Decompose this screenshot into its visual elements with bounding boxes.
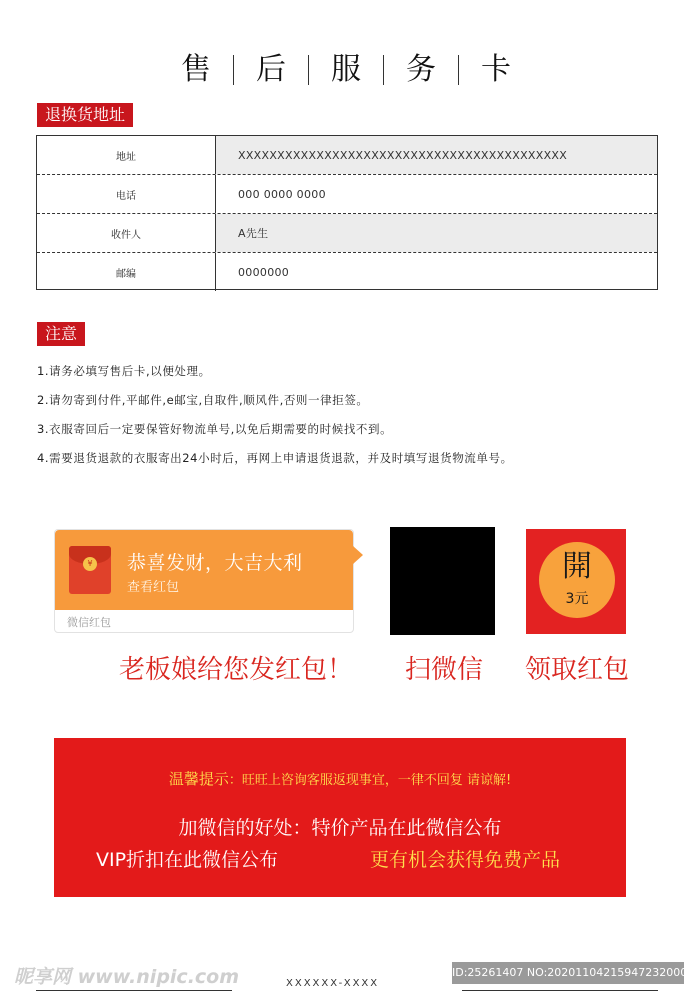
wechat-qr-code: [390, 527, 495, 635]
banner-line-2-right: 更有机会获得免费产品: [370, 849, 561, 871]
caption-scan-wechat: 扫微信: [405, 655, 484, 685]
note-item: 1.请务必填写售后卡,以便处理。: [37, 364, 211, 378]
title-char: 后: [256, 52, 286, 87]
row-label: 收件人: [37, 214, 216, 252]
red-packet-subtitle: 查看红包: [127, 580, 180, 595]
red-packet-title: 恭喜发财，大吉大利: [127, 552, 303, 574]
address-field[interactable]: XXXXXXXXXXXXXXXXXXXXXXXXXXXXXXXXXXXXXXXXXX: [216, 136, 657, 174]
table-row-address: [37, 136, 657, 174]
recipient-field[interactable]: A先生: [216, 214, 657, 252]
open-amount: 3元: [565, 591, 589, 607]
note-item: 2.请勿寄到付件,平邮件,e邮宝,自取件,顺风件,否则一律拒签。: [37, 393, 369, 407]
return-address-table: [36, 135, 658, 290]
open-circle: [539, 542, 615, 618]
page-title: [0, 50, 692, 90]
table-row-postcode: [37, 252, 657, 291]
caption-boss-red-packet: 老板娘给您发红包！: [119, 655, 354, 685]
red-packet-header: [55, 530, 353, 610]
tip-heading: 温馨提示: [168, 770, 229, 788]
tip-body: ：旺旺上咨询客服返现事宜，一律不回复 请谅解!: [228, 773, 512, 788]
phone-field[interactable]: 000 0000 0000: [238, 187, 326, 201]
open-char: 開: [562, 549, 592, 584]
footer-line-right: [462, 990, 658, 991]
red-packet-card[interactable]: [54, 529, 354, 633]
caption-claim-red-packet: 领取红包: [525, 655, 630, 685]
table-row-phone: [37, 174, 657, 213]
title-char: 务: [406, 52, 436, 87]
promo-banner: [54, 738, 626, 897]
bubble-tail: [353, 546, 363, 564]
watermark-logo: 昵享网 www.nipic.com: [14, 966, 240, 988]
table-row-recipient: [37, 213, 657, 252]
banner-tip: [54, 768, 626, 789]
title-char: 售: [181, 52, 211, 87]
title-char: 卡: [481, 52, 511, 87]
red-packet-footer: 微信红包: [67, 616, 111, 629]
notes-list: [37, 357, 657, 473]
return-address-tag: 退换货地址: [37, 103, 133, 127]
title-char: 服: [331, 52, 361, 87]
footer-line-left: [36, 990, 232, 991]
row-label: 邮编: [37, 253, 216, 291]
banner-line-1: 加微信的好处：特价产品在此微信公布: [178, 817, 502, 839]
row-label: 地址: [37, 136, 216, 174]
row-label: 电话: [37, 175, 216, 213]
note-item: 3.衣服寄回后一定要保管好物流单号,以免后期需要的时候找不到。: [37, 422, 393, 436]
red-envelope-icon: [69, 546, 111, 594]
open-red-packet-icon[interactable]: [526, 529, 626, 634]
watermark-id: ID:25261407 NO:20201104215947232000: [452, 962, 684, 984]
postcode-field[interactable]: 0000000: [238, 265, 290, 279]
notes-tag: 注意: [37, 322, 85, 346]
note-item: 4.需要退货退款的衣服寄出24小时后，再网上申请退货退款，并及时填写退货物流单号。: [37, 451, 513, 465]
footer-code: XXXXXX-XXXX: [286, 978, 380, 989]
banner-line-2-left: VIP折扣在此微信公布: [96, 849, 279, 871]
coin-icon: ¥: [83, 557, 97, 571]
